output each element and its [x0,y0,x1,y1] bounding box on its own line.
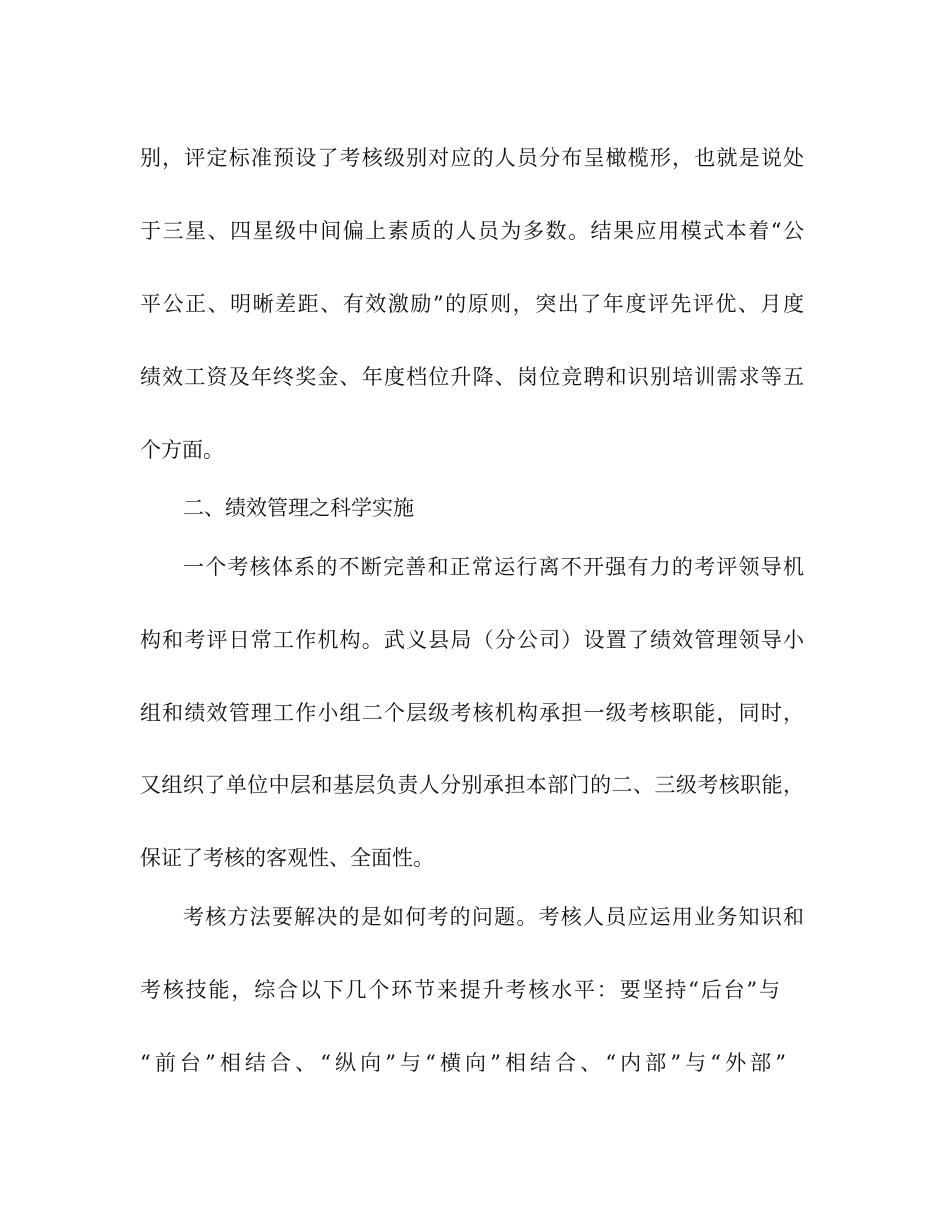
paragraph-line-11: 考核方法要解决的是如何考的问题。考核人员应运用业务知识和 [183,905,804,929]
paragraph-line-9: 又组织了单位中层和基层负责人分别承担本部门的二、三级考核职能， [140,773,804,797]
section-heading: 二、绩效管理之科学实施 [183,496,414,520]
paragraph-line-2: 于三星、四星级中间偏上素质的人员为多数。结果应用模式本着“公 [140,219,804,243]
paragraph-line-1: 别，评定标准预设了考核级别对应的人员分布呈橄榄形，也就是说处 [140,146,804,170]
paragraph-line-10: 保证了考核的客观性、全面性。 [140,846,434,870]
paragraph-line-5: 个方面。 [140,438,224,462]
paragraph-line-3: 平公正、明晰差距、有效激励”的原则，突出了年度评先评优、月度 [140,292,804,316]
paragraph-line-6: 一个考核体系的不断完善和正常运行离不开强有力的考评领导机 [183,555,804,579]
paragraph-line-8: 组和绩效管理工作小组二个层级考核机构承担一级考核职能，同时， [140,701,804,725]
paragraph-line-7: 构和考评日常工作机构。武义县局（分公司）设置了绩效管理领导小 [140,628,804,652]
paragraph-line-13: “前台”相结合、“纵向”与“横向”相结合、“内部”与“外部” [140,1051,786,1075]
paragraph-line-4: 绩效工资及年终奖金、年度档位升降、岗位竞聘和识别培训需求等五 [140,365,804,389]
paragraph-line-12: 考核技能，综合以下几个环节来提升考核水平：要坚持“后台”与 [140,978,780,1002]
